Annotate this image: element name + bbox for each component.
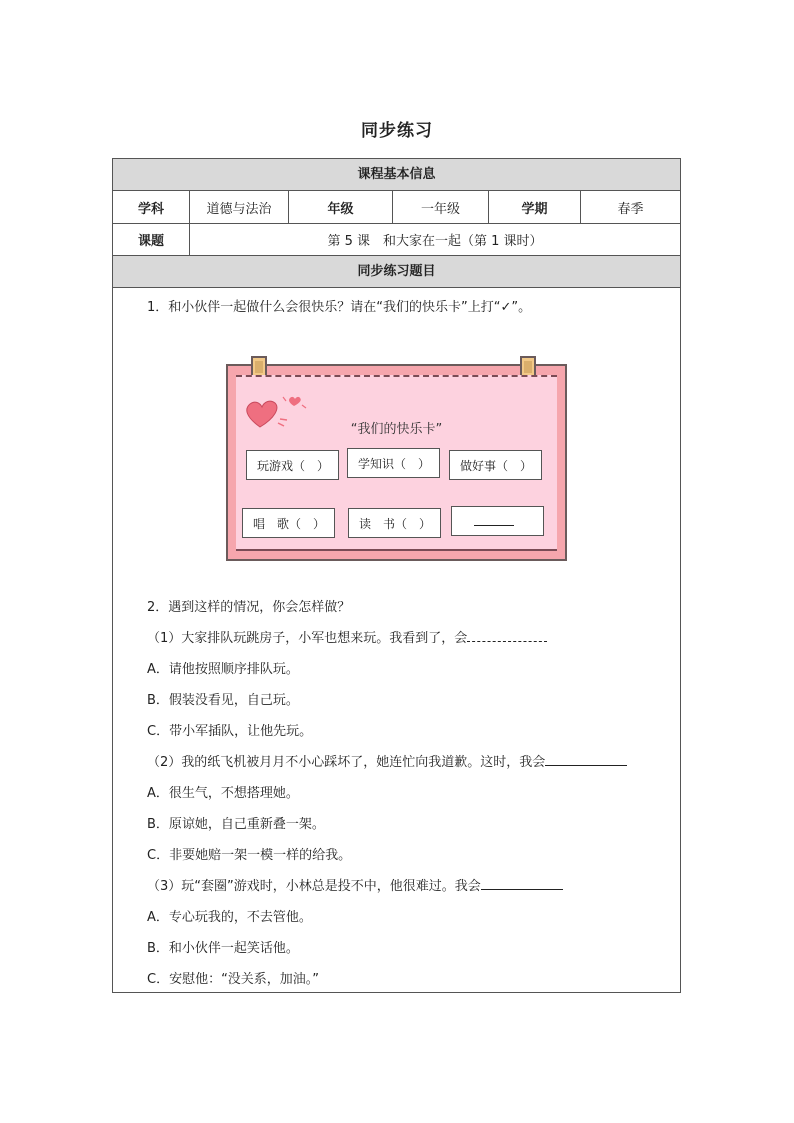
grade-value: 一年级 [393, 191, 489, 223]
q2-2-stem [147, 751, 627, 770]
option-blank[interactable] [451, 506, 544, 536]
exercise-header-text: 同步练习题目 [357, 264, 436, 279]
page-title: 同步练习 [361, 121, 433, 141]
happy-card [226, 364, 567, 561]
lesson-label: 课题 [113, 224, 190, 255]
q2-1-stem-text: （1）大家排队玩跳房子，小军也想来玩。我看到了，会 [147, 631, 468, 646]
card-inner [236, 375, 557, 551]
subject-value: 道德与法治 [190, 191, 289, 223]
option-blank-line [474, 516, 514, 526]
q2-2-choice-a[interactable]: A．很生气，不想搭理她。 [147, 786, 299, 801]
exercise-table [112, 158, 681, 993]
exercise-body [113, 288, 680, 992]
q2-2-stem-text: （2）我的纸飞机被月月不小心踩坏了，她连忙向我道歉。这时，我会 [147, 755, 546, 770]
q2-2-choice-c[interactable]: C．非要她赔一架一模一样的给我。 [147, 848, 352, 863]
q2-3-choice-c[interactable]: C．安慰他：“没关系，加油。” [147, 972, 320, 987]
lesson-value: 第 5 课 和大家在一起（第 1 课时） [327, 234, 543, 249]
basic-info-header [113, 159, 680, 191]
q2-1-stem [147, 627, 547, 646]
option-learn-knowledge[interactable]: 学知识（ ） [347, 448, 440, 478]
option-read[interactable]: 读 书（ ） [348, 508, 441, 538]
answer-blank[interactable] [467, 629, 547, 642]
q2-1-choice-a[interactable]: A．请他按照顺序排队玩。 [147, 662, 299, 677]
answer-blank[interactable] [545, 753, 627, 766]
option-sing[interactable]: 唱 歌（ ） [242, 508, 335, 538]
exercise-header [113, 256, 680, 288]
basic-info-header-text: 课程基本信息 [357, 167, 436, 182]
subject-label: 学科 [113, 191, 190, 223]
lesson-row [113, 224, 680, 256]
term-value: 春季 [617, 201, 644, 217]
answer-blank[interactable] [481, 877, 563, 890]
q2-1-choice-c[interactable]: C．带小军插队，让他先玩。 [147, 724, 313, 739]
term-label: 学期 [489, 191, 581, 223]
q2-3-stem [147, 875, 563, 894]
q1-prompt: 1．和小伙伴一起做什么会很快乐？请在“我们的快乐卡”上打“✓”。 [147, 300, 532, 315]
q2-prompt: 2．遇到这样的情况，你会怎样做？ [147, 600, 351, 615]
q2-3-choice-a[interactable]: A．专心玩我的，不去管他。 [147, 910, 312, 925]
grade-label: 年级 [289, 191, 393, 223]
q2-3-choice-b[interactable]: B．和小伙伴一起笑话他。 [147, 941, 299, 956]
q2-2-choice-b[interactable]: B．原谅她，自己重新叠一架。 [147, 817, 325, 832]
q2-1-choice-b[interactable]: B．假装没看见，自己玩。 [147, 693, 299, 708]
card-title: “我们的快乐卡” [350, 422, 443, 437]
option-do-good-deeds[interactable]: 做好事（ ） [449, 450, 542, 480]
option-play-games[interactable]: 玩游戏（ ） [246, 450, 339, 480]
q2-3-stem-text: （3）玩“套圈”游戏时，小林总是投不中，他很难过。我会 [147, 879, 481, 894]
info-row [113, 191, 680, 224]
